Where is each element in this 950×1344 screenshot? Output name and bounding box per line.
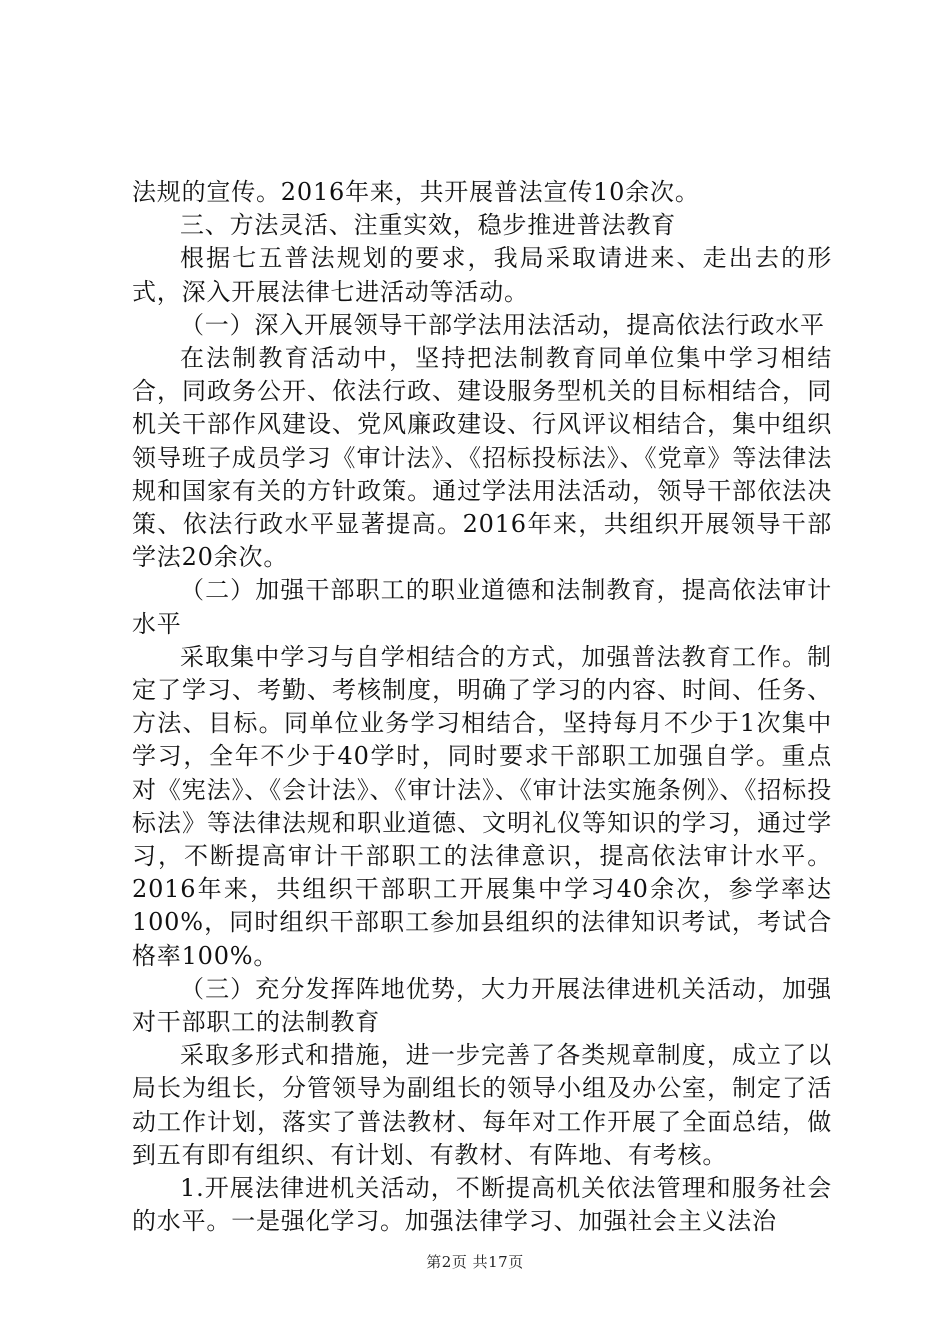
subheading-2: （二）加强干部职工的职业道德和法制教育，提高依法审计水平	[132, 576, 832, 638]
list-item-1: 1.开展法律进机关活动，不断提高机关依法管理和服务社会的水平。一是强化学习。加强法律学习、加强社会主义法治	[132, 1174, 832, 1236]
paragraph-subsection-1: 在法制教育活动中，坚持把法制教育同单位集中学习相结合，同政务公开、依法行政、建设服务型机关的目标相结合，同机关干部作风建设、党风廉政建设、行风评议相结合，集中组织领导班子成员学习《审计法》、《招标投标法》、《党章》等法律法规和国家有关的方针政策。通过学法用法活动，领导干部依法决策、依法行政水平显著提高。2016年来，共组织开展领导干部学法20余次。	[132, 344, 832, 572]
paragraph-subsection-2: 采取集中学习与自学相结合的方式，加强普法教育工作。制定了学习、考勤、考核制度，明确了学习的内容、时间、任务、方法、目标。同单位业务学习相结合，坚持每月不少于1次集中学习，全年不少于40学时，同时要求干部职工加强自学。重点对《宪法》、《会计法》、《审计法》、《审计法实施条例》、《招标投标法》等法律法规和职业道德、文明礼仪等知识的学习，通过学习，不断提高审计干部职工的法律意识，提高依法审计水平。2016年来，共组织干部职工开展集中学习40余次，参学率达100%，同时组织干部职工参加县组织的法律知识考试，考试合格率100%。	[132, 642, 832, 970]
section-heading-3: 三、方法灵活、注重实效，稳步推进普法教育	[180, 211, 676, 240]
paragraph-subsection-3: 采取多形式和措施，进一步完善了各类规章制度，成立了以局长为组长，分管领导为副组长的领导小组及办公室，制定了活动工作计划，落实了普法教材、每年对工作开展了全面总结，做到五有即有组织、有计划、有教材、有阵地、有考核。	[132, 1041, 832, 1169]
page-number-footer: 第2页 共17页	[426, 1253, 524, 1271]
document-body	[132, 176, 832, 1239]
paragraph-intro: 根据七五普法规划的要求，我局采取请进来、走出去的形式，深入开展法律七进活动等活动。	[132, 244, 832, 306]
subheading-1: （一）深入开展领导干部学法用法活动，提高依法行政水平	[180, 310, 825, 339]
subheading-3: （三）充分发挥阵地优势，大力开展法律进机关活动，加强对干部职工的法制教育	[132, 974, 832, 1037]
paragraph-continuation: 法规的宣传。2016年来，共开展普法宣传10余次。	[132, 178, 700, 206]
